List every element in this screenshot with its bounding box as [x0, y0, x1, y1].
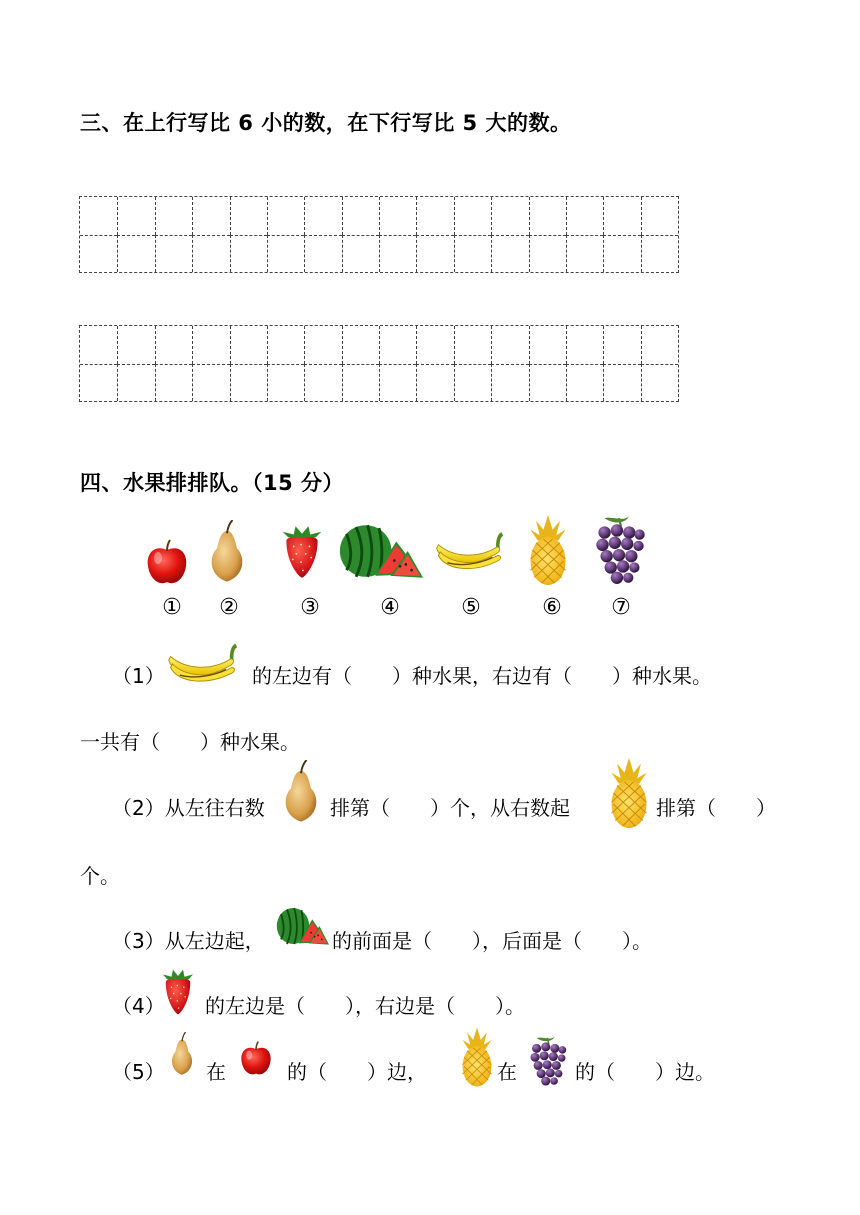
q4-text[interactable]: 的左边是（ ），右边是（ ）。 — [205, 994, 525, 1018]
grid-cell[interactable] — [491, 364, 528, 402]
grid-cell[interactable] — [566, 364, 603, 402]
grid-cell[interactable] — [80, 364, 117, 402]
grid-cell[interactable] — [491, 197, 528, 235]
grid-cell[interactable] — [230, 364, 267, 402]
q5-prefix: （5） — [112, 1060, 165, 1084]
grid-cell[interactable] — [342, 364, 379, 402]
grid-cell[interactable] — [529, 235, 566, 273]
q3-prefix: （3）从左边起， — [112, 929, 265, 953]
grid-cell[interactable] — [267, 235, 304, 273]
watermelon-icon — [275, 906, 329, 946]
grid-cell[interactable] — [529, 197, 566, 235]
writing-grid-bottom[interactable] — [79, 325, 679, 402]
grid-cell[interactable] — [192, 326, 229, 364]
grid-cell[interactable] — [117, 326, 154, 364]
grid-cell[interactable] — [80, 235, 117, 273]
grid-cell[interactable] — [304, 364, 341, 402]
grid-cell[interactable] — [566, 326, 603, 364]
q2-middle[interactable]: 排第（ ）个，从右数起 — [330, 796, 570, 820]
fruit-number-6: ⑥ — [542, 595, 562, 620]
pear-icon — [167, 1032, 197, 1078]
grid-cell[interactable] — [641, 235, 678, 273]
grid-cell[interactable] — [304, 326, 341, 364]
pear-icon — [204, 520, 250, 586]
grid-cell[interactable] — [192, 235, 229, 273]
grid-cell[interactable] — [155, 235, 192, 273]
grid-cell[interactable] — [342, 197, 379, 235]
q1-text[interactable]: 的左边有（ ）种水果，右边有（ ）种水果。 — [252, 664, 712, 688]
fruit-number-5: ⑤ — [461, 595, 481, 620]
q5-middle[interactable]: 的（ ）边， — [287, 1060, 427, 1084]
apple-icon — [142, 538, 192, 588]
pineapple-icon — [606, 756, 652, 830]
grid-cell[interactable] — [603, 197, 640, 235]
grid-cell[interactable] — [379, 326, 416, 364]
q4-prefix: （4） — [112, 994, 165, 1018]
grid-cell[interactable] — [566, 197, 603, 235]
strawberry-icon — [160, 968, 196, 1016]
grid-cell[interactable] — [230, 235, 267, 273]
q2-end[interactable]: 排第（ ） — [656, 796, 776, 820]
grid-cell[interactable] — [192, 197, 229, 235]
pineapple-icon — [525, 512, 571, 588]
grid-cell[interactable] — [454, 235, 491, 273]
grid-cell[interactable] — [267, 326, 304, 364]
grid-cell[interactable] — [155, 197, 192, 235]
grid-cell[interactable] — [155, 364, 192, 402]
grid-cell[interactable] — [155, 326, 192, 364]
grid-cell[interactable] — [416, 326, 453, 364]
fruit-number-1: ① — [162, 595, 182, 620]
q2-prefix: （2）从左往右数 — [112, 796, 265, 820]
grid-cell[interactable] — [641, 197, 678, 235]
grid-cell[interactable] — [342, 326, 379, 364]
grid-cell[interactable] — [491, 326, 528, 364]
q5-end[interactable]: 的（ ）边。 — [575, 1060, 715, 1084]
grid-cell[interactable] — [230, 326, 267, 364]
q5-in-2: 在 — [497, 1060, 517, 1084]
banana-icon — [165, 638, 239, 688]
fruit-number-2: ② — [219, 595, 239, 620]
grid-cell[interactable] — [566, 235, 603, 273]
pear-icon — [278, 760, 324, 826]
grid-cell[interactable] — [603, 364, 640, 402]
pineapple-icon — [458, 1026, 496, 1088]
q1-prefix: （1） — [112, 664, 165, 688]
q3-text[interactable]: 的前面是（ ），后面是（ ）。 — [332, 929, 652, 953]
grid-cell[interactable] — [641, 326, 678, 364]
grid-cell[interactable] — [267, 197, 304, 235]
strawberry-icon — [279, 522, 325, 582]
grid-cell[interactable] — [342, 235, 379, 273]
grid-cell[interactable] — [80, 197, 117, 235]
grid-cell[interactable] — [117, 197, 154, 235]
watermelon-icon — [337, 520, 423, 582]
q2-continuation: 个。 — [80, 864, 120, 888]
grid-cell[interactable] — [117, 364, 154, 402]
grid-cell[interactable] — [454, 197, 491, 235]
apple-icon — [237, 1040, 275, 1078]
banana-icon — [433, 527, 505, 575]
q5-in-1: 在 — [206, 1060, 226, 1084]
grid-cell[interactable] — [192, 364, 229, 402]
grid-cell[interactable] — [603, 235, 640, 273]
grid-cell[interactable] — [603, 326, 640, 364]
grid-cell[interactable] — [379, 364, 416, 402]
grid-cell[interactable] — [379, 235, 416, 273]
section3-title: 三、在上行写比 6 小的数，在下行写比 5 大的数。 — [80, 111, 572, 135]
q1-continuation[interactable]: 一共有（ ）种水果。 — [80, 730, 300, 754]
fruit-number-4: ④ — [380, 595, 400, 620]
grid-cell[interactable] — [641, 364, 678, 402]
fruit-number-7: ⑦ — [611, 595, 631, 620]
grid-cell[interactable] — [416, 197, 453, 235]
grid-cell[interactable] — [379, 197, 416, 235]
grid-cell[interactable] — [304, 197, 341, 235]
grid-cell[interactable] — [117, 235, 154, 273]
fruit-number-3: ③ — [300, 595, 320, 620]
grid-cell[interactable] — [416, 235, 453, 273]
grid-cell[interactable] — [529, 326, 566, 364]
grid-cell[interactable] — [416, 364, 453, 402]
grid-cell[interactable] — [80, 326, 117, 364]
grid-cell[interactable] — [454, 364, 491, 402]
grapes-icon — [529, 1035, 567, 1087]
grid-cell[interactable] — [491, 235, 528, 273]
grapes-icon — [594, 514, 646, 586]
section4-title: 四、水果排排队。（15 分） — [80, 471, 345, 495]
grid-cell[interactable] — [454, 326, 491, 364]
grid-cell[interactable] — [304, 235, 341, 273]
writing-grid-top[interactable] — [79, 196, 679, 273]
grid-cell[interactable] — [230, 197, 267, 235]
grid-cell[interactable] — [529, 364, 566, 402]
grid-cell[interactable] — [267, 364, 304, 402]
